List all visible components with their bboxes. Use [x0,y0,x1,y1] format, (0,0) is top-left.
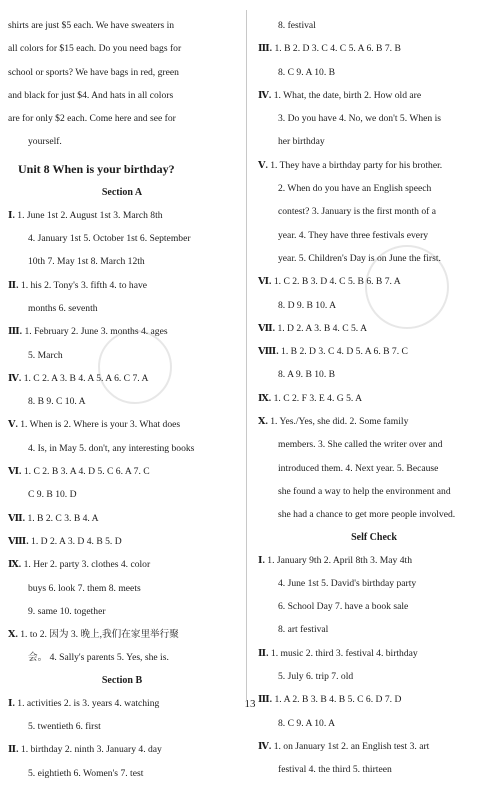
answer-text: 5. July 6. trip 7. old [278,671,354,683]
roman-numeral: Ⅹ. [8,629,18,641]
roman-numeral: Ⅳ. [8,372,22,384]
answer-text: 1. C 2. A 3. B 4. A 5. A 6. C 7. A [23,372,149,384]
answer-line [8,437,236,460]
roman-numeral: Ⅷ. [8,535,29,547]
answer-text: 1. music 2. third 3. festival 4. birthday [270,647,418,659]
answer-text: 8. D 9. B 10. A [278,299,337,311]
answer-text: 会。 4. Sally's parents 5. Yes, she is. [28,652,169,664]
continued-answers [258,14,490,37]
answer-text: 1. birthday 2. ninth 3. January 4. day [20,744,162,756]
answer-text: members. 3. She called the writer over and [278,439,443,451]
answer-text: 5. eightieth 6. Women's 7. test [28,767,144,779]
answer-line [8,460,236,483]
answer-text: 1. June 1st 2. August 1st 3. March 8th [17,209,163,221]
answer-line [258,224,490,247]
answer-line [258,154,490,177]
answer-line [258,270,490,293]
answer-line [258,735,490,758]
page-number: 13 [244,698,256,710]
answer-line: 8. festival [278,20,316,31]
answer-line [258,363,490,386]
roman-numeral: Ⅲ. [258,694,273,706]
intro-line: all colors for $15 each. Do you need bags for [8,43,182,55]
answer-text: 8. A 9. B 10. B [278,369,336,381]
intro-line: school or sports? We have bags in red, green [8,66,179,78]
answer-line [8,344,236,367]
answer-line [8,530,236,553]
intro-line: yourself. [28,136,62,148]
answer-text: she found a way to help the environment and [278,485,451,497]
answer-text: introduced them. 4. Next year. 5. Because [278,462,439,474]
answer-line [8,274,236,297]
answer-text: 3. Do you have 4. No, we don't 5. When is [278,113,442,125]
answer-text: year. 4. They have three festivals every [278,229,429,241]
roman-numeral: Ⅴ. [8,419,18,431]
answer-text: 1. What, the date, birth 2. How old are [273,89,422,101]
answer-text: her birthday [278,136,325,148]
answer-line [8,738,236,761]
answer-line [8,483,236,506]
answer-line [8,623,236,646]
answer-text: 4. Is, in May 5. don't, any interesting books [28,442,195,454]
answer-text: contest? 3. January is the first month of a [278,206,436,218]
answer-text: 1. to 2. 因为 3. 晚上,我们在家里举行聚 [20,629,179,641]
answer-line [258,317,490,340]
answer-text: months 6. seventh [28,302,98,314]
self-check-title: Self Check [351,531,397,543]
right-column [258,14,490,782]
self-check-answers [258,549,490,782]
answer-text: 5. March [28,349,63,361]
answer-text: 1. February 2. June 3. months 4. ages [24,326,168,338]
answer-text: 1. January 9th 2. April 8th 3. May 4th [267,554,412,566]
answer-text: 1. activities 2. is 3. years 4. watching [17,697,160,709]
answer-text: 8. C 9. A 10. A [278,717,336,729]
answer-text: 9. same 10. together [28,605,106,617]
roman-numeral: Ⅷ. [258,346,279,358]
roman-numeral: Ⅴ. [258,159,268,171]
roman-numeral: Ⅰ. [8,697,15,709]
roman-numeral: Ⅸ. [8,559,22,571]
roman-numeral: Ⅲ. [258,43,273,55]
section-b-answers-continued [258,37,490,526]
answer-text: 8. C 9. A 10. B [278,66,336,78]
answer-line [258,37,490,60]
answer-line [8,577,236,600]
answer-text: 1. B 2. D 3. C 4. D 5. A 6. B 7. C [281,346,408,358]
answer-text: year. 5. Children's Day is on June the first. [278,252,441,264]
unit-title: Unit 8 When is your birthday? [18,161,175,176]
roman-numeral: Ⅱ. [258,647,269,659]
answer-line [258,61,490,84]
answer-line [258,480,490,503]
answer-line [8,553,236,576]
roman-numeral: Ⅳ. [258,89,272,101]
answer-text: 1. C 2. F 3. E 4. G 5. A [273,392,363,404]
answer-text: 1. A 2. B 3. B 4. B 5. C 6. D 7. D [274,694,402,706]
answer-text: 1. Her 2. party 3. clothes 4. color [23,559,151,571]
answer-text: 1. his 2. Tony's 3. fifth 4. to have [20,279,148,291]
answer-line [8,413,236,436]
answer-line [8,367,236,390]
answer-text: buys 6. look 7. them 8. meets [28,582,141,594]
roman-numeral: Ⅱ. [8,744,19,756]
answer-text: 1. D 2. A 3. B 4. C 5. A [277,322,367,334]
answer-text: C 9. B 10. D [28,489,77,501]
answer-line [258,665,490,688]
answer-text: 8. art festival [278,624,329,636]
answer-text: 1. B 2. D 3. C 4. C 5. A 6. B 7. B [274,43,401,55]
answer-line [258,200,490,223]
answer-line [258,107,490,130]
answer-line [8,507,236,530]
answer-line [258,595,490,618]
answer-text: 6. School Day 7. have a book sale [278,601,409,613]
answer-line [258,642,490,665]
answer-text: 4. June 1st 5. David's birthday party [278,577,417,589]
answer-line [258,340,490,363]
answer-line [258,410,490,433]
intro-line: shirts are just $5 each. We have sweaters in [8,20,175,31]
answer-text: 1. When is 2. Where is your 3. What does [20,419,181,431]
answer-line [8,646,236,669]
intro-paragraph [8,14,236,154]
answer-text: 10th 7. May 1st 8. March 12th [28,256,145,268]
roman-numeral: Ⅲ. [8,326,23,338]
roman-numeral: Ⅶ. [258,322,276,334]
answer-line [8,250,236,273]
answer-text: 1. B 2. C 3. B 4. A [27,512,99,524]
roman-numeral: Ⅵ. [258,276,272,288]
left-column [8,14,236,785]
answer-text: 8. B 9. C 10. A [28,396,86,408]
answer-line [8,204,236,227]
answer-line [8,320,236,343]
answer-line [258,247,490,270]
answer-text: festival 4. the third 5. thirteen [278,764,392,776]
answer-line [258,712,490,735]
section-a-answers [8,204,236,670]
answer-text: 1. Yes./Yes, she did. 2. Some family [270,416,409,428]
answer-text: 1. on January 1st 2. an English test 3. art [273,740,430,752]
answer-line [8,227,236,250]
answer-line [8,600,236,623]
answer-line [258,457,490,480]
section-a-title: Section A [101,186,143,198]
answer-line [258,177,490,200]
answer-line [8,297,236,320]
answer-line [258,84,490,107]
answer-line [258,758,490,781]
answer-line [258,130,490,153]
answer-line [258,618,490,641]
roman-numeral: Ⅵ. [8,466,22,478]
intro-line: and black for just $4. And hats in all colors [8,89,174,101]
answer-text: 2. When do you have an English speech [278,183,432,195]
answer-line [258,387,490,410]
roman-numeral: Ⅰ. [258,554,265,566]
answer-text: 1. C 2. B 3. D 4. C 5. B 6. B 7. A [273,276,401,288]
roman-numeral: Ⅹ. [258,416,268,428]
answer-text: 5. twentieth 6. first [28,721,101,733]
answer-line [258,549,490,572]
section-b-title: Section B [101,674,143,686]
answer-text: 4. January 1st 5. October 1st 6. September [28,233,191,245]
answer-line [8,390,236,413]
roman-numeral: Ⅶ. [8,512,26,524]
answer-line [8,715,236,738]
answer-line [8,762,236,785]
roman-numeral: Ⅰ. [8,209,15,221]
roman-numeral: Ⅳ. [258,740,272,752]
intro-line: are for only $2 each. Come here and see for [8,113,176,125]
column-divider [246,10,247,700]
answer-line [258,572,490,595]
answer-line [258,433,490,456]
answer-text: 1. They have a birthday party for his brother. [270,159,443,171]
answer-text: she had a chance to get more people involved. [278,509,456,521]
roman-numeral: Ⅸ. [258,392,272,404]
roman-numeral: Ⅱ. [8,279,19,291]
answer-line [258,294,490,317]
answer-text: 1. C 2. B 3. A 4. D 5. C 6. A 7. C [23,466,150,478]
answer-text: 1. D 2. A 3. D 4. B 5. D [31,535,122,547]
answer-line [258,503,490,526]
